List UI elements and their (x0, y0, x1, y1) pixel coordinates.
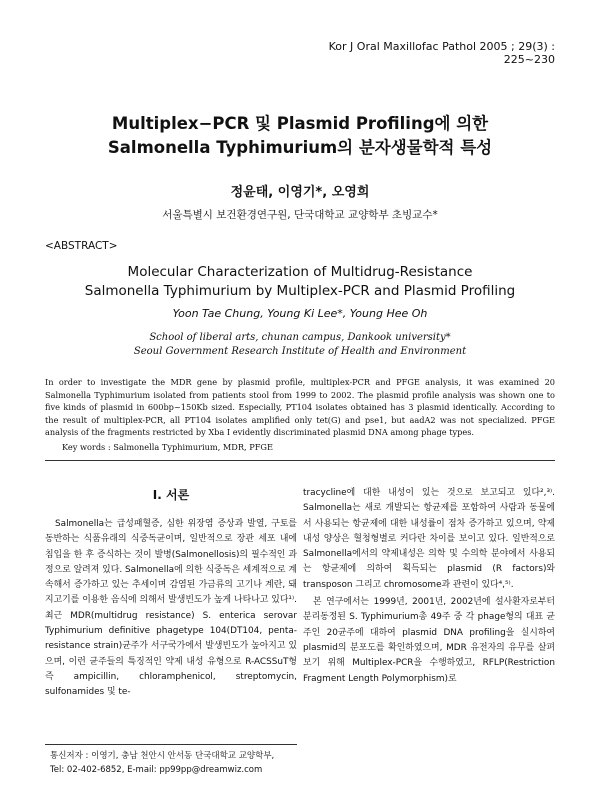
english-authors: Yoon Tae Chung, Young Ki Lee*, Young Hee Oh (172, 307, 428, 320)
intro-paragraph-1-continued: tracycline에 대한 내성이 있는 것으로 보고되고 있다²,³⁾. Salmonella는 새로 개발되는 항균제를 포함하여 사람과 동물에서 사용되는 항균제에 대한 내성률이 점차 증가하고 있으며, 약제내성 양상은 혈청형별로 커다란 차이를 보이고 있다. 일반적으로 Salmonella에서의 약제내성은 의학 및 수의학 분야에서 사용되는 항균제에 의하여 획득되는 plasmid (R factors)와 transposon 그리고 chromosome과 관련이 있다⁴,⁵⁾. (303, 488, 555, 590)
right-column (303, 486, 555, 687)
korean-title-line2: Salmonella Typhimurium의 분자생물학적 특성 (107, 138, 493, 157)
journal-citation: Kor J Oral Maxillofac Pathol 2005 ; 29(3) : 225~230 (328, 40, 555, 66)
english-affiliation-line2: Seoul Government Research Institute of Health and Environment (133, 346, 467, 357)
correspondence-footnote (50, 749, 274, 777)
english-title (40, 263, 560, 301)
section-title-introduction: I. 서론 (152, 488, 190, 502)
intro-paragraph-1: Salmonella는 급성패혈증, 심한 위장염 증상과 발열, 구토를 동반하는 식품유래의 식중독균이며, 일반적으로 장관 세포 내에 침입을 한 후 증식하는 것이 발병(Salmonellosis)의 필수적인 과정으로 알려져 있다. Salmonella에 의한 식중독은 세계적으로 계속해서 증가하고 있는 추세이며 감염된 가금류의 고기나 계란, 돼지고기를 이용한 음식에 의해서 발생빈도가 높게 나타나고 있다¹⁾. 최근 MDR(multidrug resistance) S. enterica serovar Typhimurium definitive phagetype 104(DT104, penta-resistance strain)균주가 서구국가에서 발생빈도가 높아지고 있으며, 이런 균주들의 특징적인 약제 내성 유형으로 R-ACSSuT형 즉 ampicillin, chloramphenicol, streptomycin, sulfonamides 및 te- (45, 519, 297, 698)
abstract-header: <ABSTRACT> (45, 240, 118, 252)
footnote-divider (45, 744, 297, 745)
abstract-body: In order to investigate the MDR gene by plasmid profile, multiplex-PCR and PFGE analysis, it was examined 20 Salmonella Typhimurium isolated from patients stool from 1999 to 2002. The plasmid profile analysis was shown one to five kinds of plasmid in 600bp~150Kb sized. Especially, PT104 isolates obtained has 3 plasmid identically. According to the result of multiplex-PCR, all PT104 isolates amplified only tet(G) and pse1, but aadA2 was not specialized. PFGE analysis of the fragments restricted by Xba I evidently discriminated plasmid DNA among phage types. (45, 377, 555, 438)
korean-title (40, 112, 560, 160)
korean-affiliation: 서울특별시 보건환경연구원, 단국대학교 교양학부 초빙교수* (162, 209, 438, 221)
korean-authors: 정윤태, 이영기*, 오영희 (230, 185, 370, 200)
english-title-line2: Salmonella Typhimurium by Multiplex-PCR and Plasmid Profiling (84, 283, 516, 299)
english-title-line1: Molecular Characterization of Multidrug-Resistance (127, 264, 473, 280)
left-column (45, 517, 297, 701)
intro-paragraph-2: 본 연구에서는 1999년, 2001년, 2002년에 설사환자로부터 분리동정된 S. Typhimurium총 49주 중 각 phage형의 대표 균주인 20균주에 대하여 plasmid DNA profiling을 실시하여 plasmid의 분포도를 확인하였으며, MDR 유전자의 유무를 살펴보기 위해 Multiplex-PCR을 수행하였고, RFLP(Restriction Fragment Length Polymorphism)로 (303, 597, 555, 684)
footnote-line1: 통신저자 : 이영기, 충남 천안시 안서동 단국대학교 교양학부, (50, 751, 275, 761)
keywords: Key words : Salmonella Typhimurium, MDR, PFGE (62, 442, 273, 452)
english-affiliation (0, 331, 600, 359)
korean-title-line1: Multiplex−PCR 및 Plasmid Profiling에 의한 (111, 114, 489, 133)
english-affiliation-line1: School of liberal arts, chunan campus, Dankook university* (149, 332, 451, 343)
footnote-line2: Tel: 02-402-6852, E-mail: pp99pp@dreamwiz.com (50, 765, 263, 775)
abstract-divider (45, 460, 555, 461)
